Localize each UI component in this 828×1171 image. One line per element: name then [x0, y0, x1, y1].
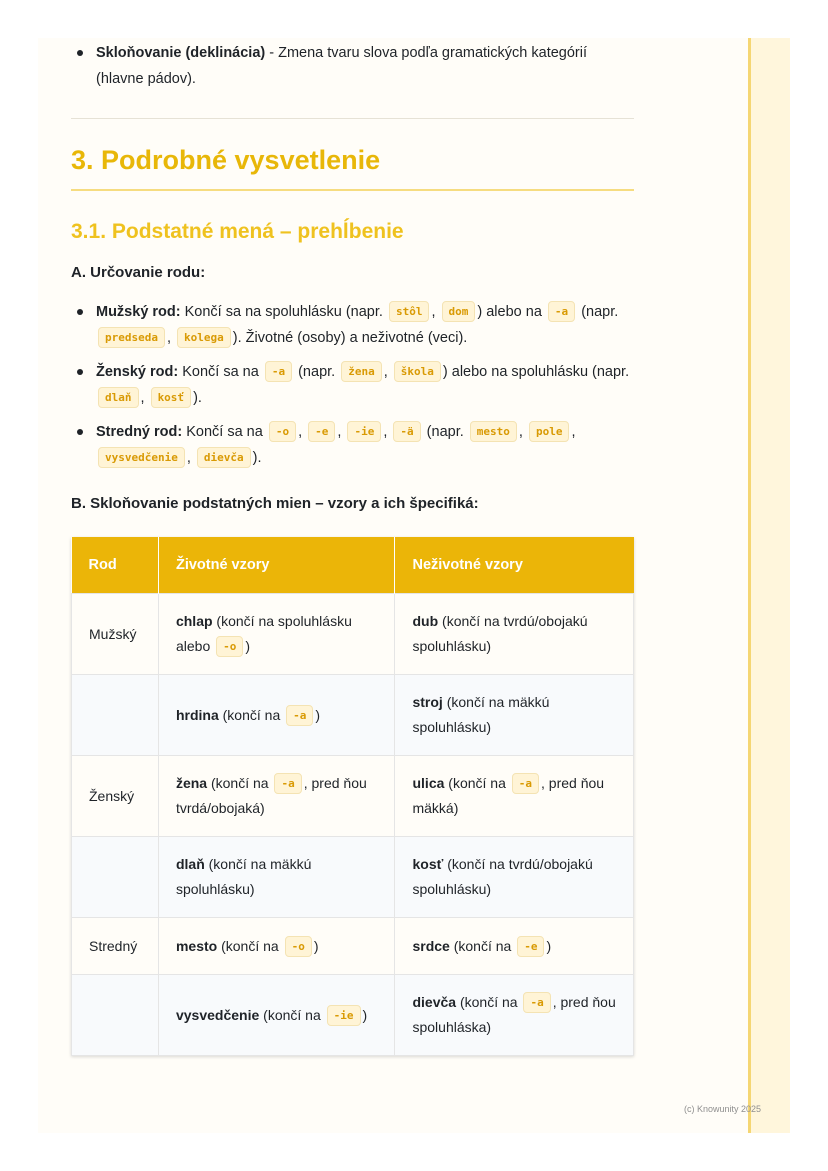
gender-term: Mužský rod:: [96, 304, 181, 320]
pattern-desc: (končí na tvrdú/obojakú spoluhlásku): [412, 856, 593, 897]
inanimate-pattern-cell: [395, 594, 634, 675]
table-row: [72, 975, 634, 1056]
separator: ,: [166, 330, 176, 346]
code-example: škola: [394, 361, 441, 382]
side-margin-line: [748, 38, 751, 1133]
column-header: Životné vzory: [158, 537, 395, 594]
table-row: [72, 918, 634, 975]
table-row: [72, 756, 634, 837]
text: (napr.: [294, 364, 340, 380]
intro-text: - Zmena tvaru slova podľa gramatických kategórií (hlavne pádov).: [96, 45, 587, 87]
copyright-footer: (c) Knowunity 2025: [684, 1104, 762, 1114]
code-example: -ä: [393, 421, 420, 442]
declension-table: [71, 537, 634, 1056]
gender-cell: Mužský: [72, 594, 159, 675]
pattern-word: vysvedčenie: [175, 1006, 260, 1023]
animate-pattern-cell: [158, 675, 395, 756]
text: ).: [193, 390, 202, 406]
code-example: mesto: [470, 421, 517, 442]
code-example: -o: [269, 421, 296, 442]
gender-item-neuter: [71, 419, 634, 471]
pattern-desc: (končí na: [218, 706, 285, 723]
side-margin-band: [748, 38, 790, 1133]
pattern-word: dievča: [412, 994, 457, 1010]
code-example: stôl: [389, 301, 430, 322]
table-header-row: [72, 537, 634, 594]
gender-cell: [72, 975, 159, 1056]
pattern-word: dlaň: [175, 856, 205, 872]
intro-term: Skloňovanie (deklinácia): [96, 45, 266, 61]
text: ) alebo na: [477, 304, 546, 320]
separator: ,: [337, 424, 346, 440]
column-header: Neživotné vzory: [395, 537, 634, 594]
text: (napr.: [577, 304, 619, 320]
separator: ,: [518, 424, 527, 440]
pattern-word: chlap: [175, 613, 213, 629]
text: Končí sa na: [178, 364, 263, 380]
separator: ,: [571, 424, 576, 440]
pattern-desc: (končí na: [456, 994, 522, 1010]
code-example: -a: [523, 992, 550, 1013]
pattern-desc: (končí na: [444, 775, 510, 791]
pattern-desc: (končí na mäkkú spoluhlásku): [412, 694, 550, 735]
intro-list: [71, 40, 634, 92]
gender-cell: Stredný: [72, 918, 159, 975]
pattern-desc: (končí na spoluhlásku alebo: [175, 613, 352, 654]
code-example: -a: [265, 361, 292, 382]
pattern-word: mesto: [175, 937, 218, 954]
pattern-desc-end: , pred ňou mäkká): [412, 775, 605, 816]
gender-item-masculine: [71, 299, 634, 351]
text: ). Životné (osoby) a neživotné (veci).: [232, 330, 468, 346]
pattern-word: stroj: [412, 694, 443, 710]
heading-gender: A. Určovanie rodu:: [71, 264, 206, 281]
separator: ,: [383, 364, 392, 380]
pattern-desc: (končí na mäkkú spoluhlásku): [175, 856, 312, 897]
pattern-word: kosť: [412, 856, 444, 872]
pattern-word: srdce: [412, 937, 450, 954]
gender-term: Stredný rod:: [96, 424, 183, 440]
code-example: dievča: [197, 447, 251, 468]
pattern-desc: (končí na: [449, 937, 516, 954]
animate-pattern-cell: [158, 837, 395, 918]
pattern-desc-end: , pred ňou tvrdá/obojaká): [175, 775, 367, 816]
gender-term: Ženský rod:: [96, 364, 179, 380]
separator: ,: [383, 424, 392, 440]
code-example: -a: [512, 773, 539, 794]
code-example: predseda: [98, 327, 165, 348]
animate-pattern-cell: [158, 756, 395, 837]
column-header: Rod: [72, 537, 159, 594]
table-body: [72, 594, 634, 1056]
pattern-desc-end: ): [546, 937, 552, 954]
code-example: -ie: [347, 421, 381, 442]
pattern-word: žena: [175, 775, 208, 791]
pattern-desc-end: , pred ňou spoluhláska): [412, 994, 616, 1035]
gender-cell: [72, 837, 159, 918]
code-example: žena: [341, 361, 382, 382]
code-example: -o: [285, 936, 312, 957]
code-example: vysvedčenie: [98, 447, 185, 468]
code-example: -ie: [327, 1005, 361, 1026]
code-example: -a: [548, 301, 575, 322]
pattern-word: ulica: [412, 775, 445, 791]
table-row: [72, 837, 634, 918]
code-example: -a: [274, 773, 301, 794]
code-example: -o: [216, 636, 243, 657]
code-example: dlaň: [98, 387, 139, 408]
pattern-desc-end: ): [245, 638, 251, 654]
separator: ,: [431, 304, 440, 320]
inanimate-pattern-cell: [395, 975, 634, 1056]
animate-pattern-cell: [158, 975, 395, 1056]
inanimate-pattern-cell: [395, 837, 634, 918]
code-example: pole: [529, 421, 570, 442]
text: Končí sa na spoluhlásku (napr.: [180, 304, 387, 320]
gender-list: [71, 299, 634, 471]
pattern-desc: (končí na tvrdú/obojakú spoluhlásku): [412, 613, 588, 654]
separator: ,: [298, 424, 307, 440]
code-example: -e: [308, 421, 335, 442]
code-example: kosť: [151, 387, 192, 408]
inanimate-pattern-cell: [395, 918, 634, 975]
code-example: -e: [517, 936, 544, 957]
text: ) alebo na spoluhlásku (napr.: [442, 364, 630, 380]
divider: [71, 118, 634, 119]
code-example: dom: [442, 301, 476, 322]
pattern-desc-end: ): [313, 937, 319, 954]
pattern-desc-end: ): [315, 706, 321, 723]
pattern-desc: (končí na: [259, 1006, 325, 1023]
animate-pattern-cell: [158, 918, 395, 975]
pattern-word: dub: [412, 613, 439, 629]
inanimate-pattern-cell: [395, 675, 634, 756]
document-content: [71, 40, 634, 1056]
text: (napr.: [422, 424, 468, 440]
code-example: kolega: [177, 327, 231, 348]
text: Končí sa na: [182, 424, 267, 440]
animate-pattern-cell: [158, 594, 395, 675]
gender-cell: [72, 675, 159, 756]
separator: ,: [140, 390, 149, 406]
text: ).: [252, 450, 262, 466]
pattern-desc: (končí na: [217, 937, 283, 954]
intro-bullet: [71, 40, 634, 92]
table-row: [72, 594, 634, 675]
heading-declension: B. Skloňovanie podstatných mien – vzory a ich špecifiká:: [71, 495, 479, 512]
gender-cell: Ženský: [72, 756, 159, 837]
code-example: -a: [286, 705, 313, 726]
section-title: 3. Podrobné vysvetlenie: [71, 143, 634, 191]
subsection-title: 3.1. Podstatné mená – prehĺbenie: [71, 220, 404, 243]
pattern-desc: (končí na: [207, 775, 273, 791]
inanimate-pattern-cell: [395, 756, 634, 837]
separator: ,: [186, 450, 195, 466]
table-row: [72, 675, 634, 756]
pattern-word: hrdina: [175, 706, 219, 723]
gender-item-feminine: [71, 359, 634, 411]
pattern-desc-end: ): [362, 1006, 368, 1023]
